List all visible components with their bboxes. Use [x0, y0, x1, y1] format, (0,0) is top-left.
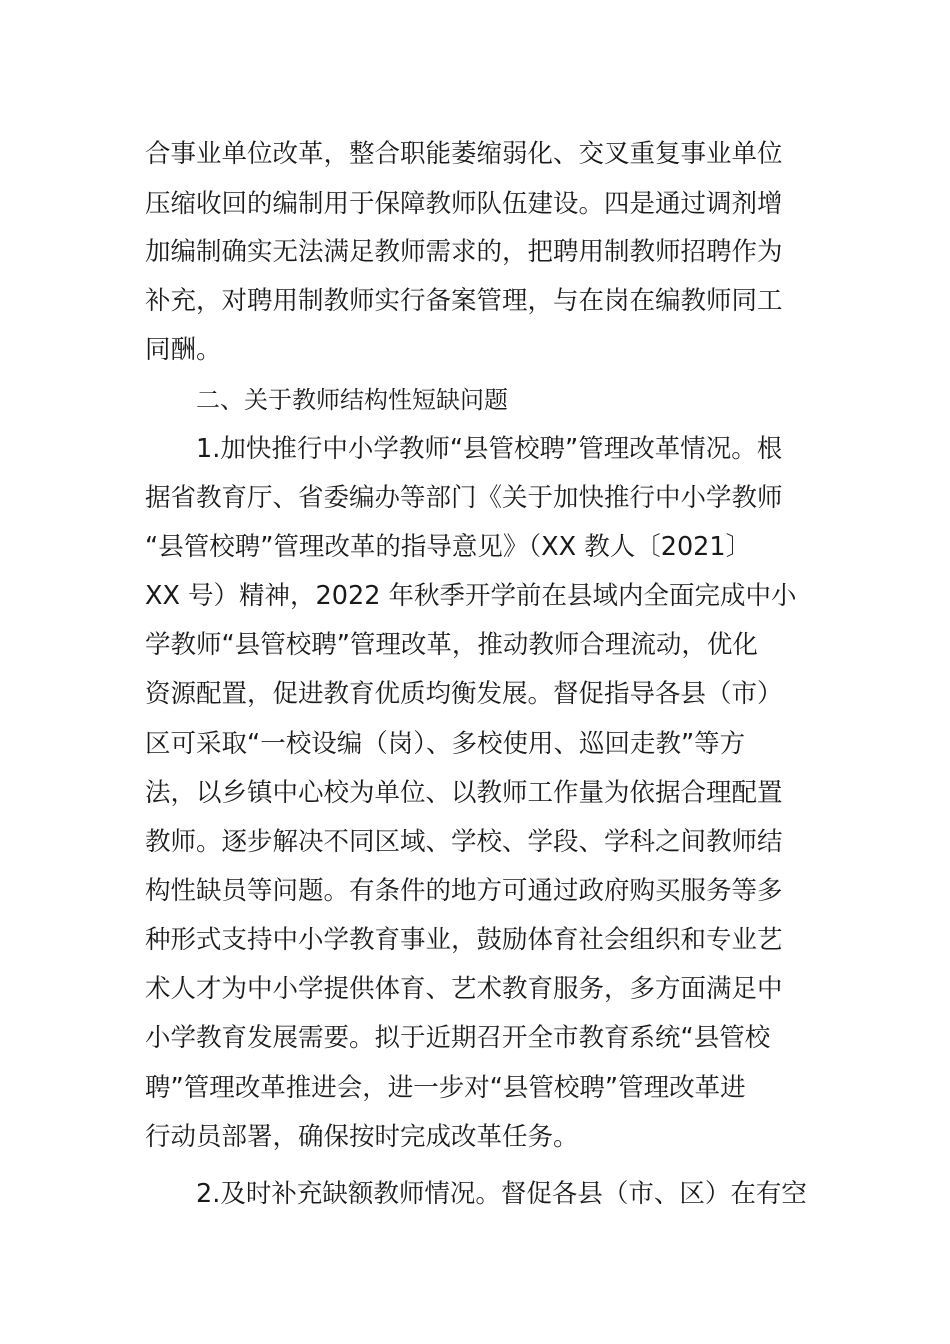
- paragraph-line: 构性缺员等问题。有条件的地方可通过政府购买服务等多: [145, 876, 783, 906]
- paragraph-line: 小学教育发展需要。拟于近期召开全市教育系统“县管校: [145, 1023, 771, 1053]
- paragraph-line: 资源配置，促进教育优质均衡发展。督促指导各县（市）: [145, 679, 783, 709]
- paragraph-line: 据省教育厅、省委编办等部门《关于加快推行中小学教师: [145, 483, 783, 513]
- paragraph-line: 聘”管理改革推进会，进一步对“县管校聘”管理改革进: [145, 1073, 746, 1103]
- paragraph-line: 加编制确实无法满足教师需求的，把聘用制教师招聘作为: [145, 237, 783, 267]
- paragraph-line: 2.及时补充缺额教师情况。督促各县（市、区）在有空: [196, 1179, 807, 1209]
- paragraph-line: 术人才为中小学提供体育、艺术教育服务，多方面满足中: [145, 974, 783, 1004]
- paragraph-line: XX 号）精神，2022 年秋季开学前在县域内全面完成中小: [145, 581, 797, 611]
- paragraph-line: 合事业单位改革，整合职能萎缩弱化、交叉重复事业单位: [145, 139, 783, 169]
- paragraph-line: 种形式支持中小学教育事业，鼓励体育社会组织和专业艺: [145, 925, 783, 955]
- paragraph-line: 同酬。: [145, 335, 222, 365]
- paragraph-line: 学教师“县管校聘”管理改革，推动教师合理流动，优化: [145, 630, 758, 660]
- paragraph-line: 压缩收回的编制用于保障教师队伍建设。四是通过调剂增: [145, 189, 783, 219]
- paragraph-line: 区可采取“一校设编（岗）、多校使用、巡回走教”等方: [145, 729, 746, 759]
- paragraph-line: “县管校聘”管理改革的指导意见》（XX 教人〔2021〕: [145, 532, 752, 562]
- paragraph-line: 行动员部署，确保按时完成改革任务。: [145, 1122, 579, 1152]
- paragraph-line: 补充，对聘用制教师实行备案管理，与在岗在编教师同工: [145, 286, 783, 316]
- paragraph-line: 1.加快推行中小学教师“县管校聘”管理改革情况。根: [196, 434, 783, 464]
- section-heading: 二、关于教师结构性短缺问题: [196, 386, 508, 414]
- paragraph-line: 法，以乡镇中心校为单位、以教师工作量为依据合理配置: [145, 778, 783, 808]
- paragraph-line: 教师。逐步解决不同区域、学校、学段、学科之间教师结: [145, 827, 783, 857]
